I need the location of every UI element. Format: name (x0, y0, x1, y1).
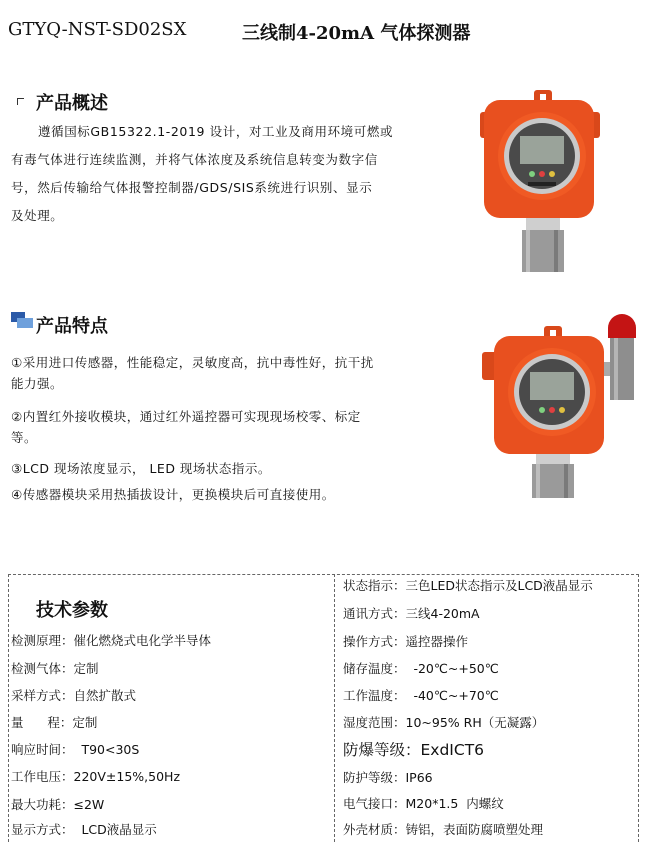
feature-item-3 (11, 458, 271, 479)
param-communication: 通讯方式：三线4-20mA (343, 606, 480, 621)
param-display-method: 显示方式： LCD液晶显示 (11, 822, 157, 837)
tech-params-divider (334, 574, 335, 842)
feature-item-2 (11, 406, 361, 448)
overview-line-4: 及处理。 (11, 208, 64, 223)
overview-line-3: 号，然后传输给气体报警控制器/GDS/SIS系统进行识别、显示 (11, 180, 373, 195)
param-protection-rating: 防护等级：IP66 (343, 770, 433, 785)
param-status-indication: 状态指示：三色LED状态指示及LCD液晶显示 (343, 578, 593, 593)
features-heading: 产品特点 (36, 316, 108, 337)
param-max-power: 最大功耗：≤2W (11, 797, 105, 812)
gas-detector-with-beacon-image (476, 312, 646, 498)
page-title: 三线制4-20mA 气体探测器 (242, 23, 471, 44)
param-electrical-interface: 电气接口：M20*1.5 内螺纹 (343, 796, 504, 811)
param-humidity-range: 湿度范围：10~95% RH（无凝露） (343, 715, 545, 730)
feature-item-2-line-2: 等。 (11, 430, 38, 445)
param-detection-gas: 检测气体：定制 (11, 661, 99, 676)
feature-item-1-line-2: 能力强。 (11, 376, 64, 391)
feature-item-1 (11, 352, 374, 394)
tech-heading: 技术参数 (36, 600, 108, 621)
corner-mark-icon (17, 98, 24, 105)
feature-item-4 (11, 484, 335, 505)
param-operation-method: 操作方式：遥控器操作 (343, 634, 469, 649)
gas-detector-image (470, 90, 600, 272)
param-housing-material: 外壳材质：铸铝，表面防腐喷塑处理 (343, 822, 544, 837)
product-model: GTYQ-NST-SD02SX (8, 19, 187, 40)
feature-item-1-line-1: ①采用进口传感器，性能稳定，灵敏度高，抗中毒性好，抗干扰 (11, 355, 374, 370)
param-working-voltage: 工作电压：220V±15%,50Hz (11, 769, 181, 784)
overview-line-2: 有毒气体进行连续监测，并将气体浓度及系统信息转变为数字信 (11, 152, 378, 167)
feature-bullet-icon (11, 312, 33, 328)
feature-item-2-line-1: ②内置红外接收模块，通过红外遥控器可实现现场校零、标定 (11, 409, 361, 424)
param-explosion-rating: 防爆等级：ExdICT6 (343, 741, 485, 759)
overview-heading: 产品概述 (36, 93, 108, 114)
param-response-time: 响应时间： T90<30S (11, 742, 140, 757)
param-detection-principle: 检测原理：催化燃烧式电化学半导体 (11, 633, 212, 648)
param-working-temp: 工作温度： -40℃~+70℃ (343, 688, 499, 703)
feature-item-4-line-1: ④传感器模块采用热插拔设计，更换模块后可直接使用。 (11, 487, 335, 502)
param-range: 量 程：定制 (11, 715, 98, 730)
param-storage-temp: 储存温度： -20℃~+50℃ (343, 661, 499, 676)
overview-line-1: 遵循国标GB15322.1-2019 设计，对工业及商用环境可燃或 (38, 124, 394, 139)
feature-item-3-line-1: ③LCD 现场浓度显示， LED 现场状态指示。 (11, 461, 271, 476)
param-sampling-method: 采样方式：自然扩散式 (11, 688, 137, 703)
